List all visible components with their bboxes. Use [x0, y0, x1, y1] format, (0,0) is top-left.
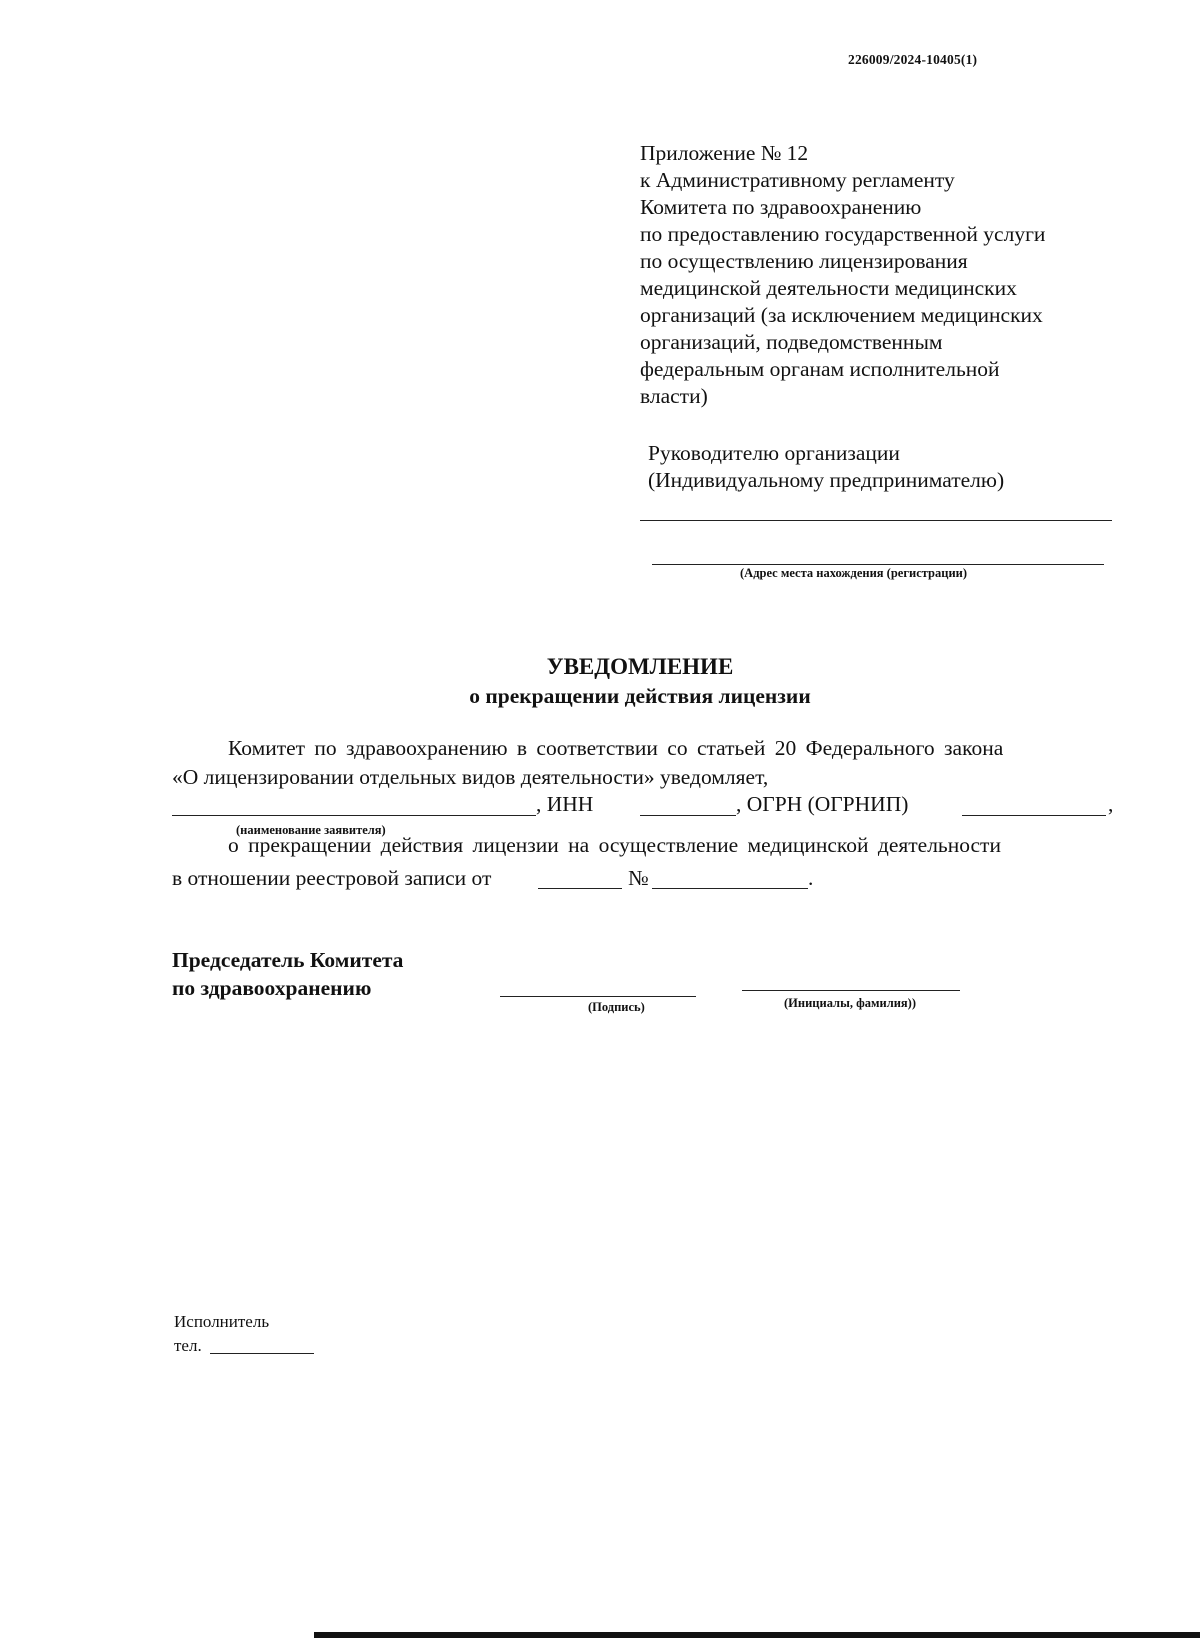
trailing-comma: ,	[1108, 792, 1114, 816]
body-line-5: в отношении реестровой записи от	[172, 866, 492, 890]
body-line-2: «О лицензировании отдельных видов деятельности» уведомляет,	[172, 765, 769, 789]
recipient-name-field	[640, 520, 1112, 521]
phone-field	[210, 1353, 314, 1354]
signatory-line-2: по здравоохранению	[172, 976, 372, 1000]
appendix-line: Комитета по здравоохранению	[640, 195, 922, 219]
registry-date-field	[538, 888, 622, 889]
appendix-line: по осуществлению лицензирования	[640, 249, 968, 273]
address-caption: (Адрес места нахождения (регистрации)	[740, 566, 968, 580]
ogrn-field	[962, 815, 1106, 816]
name-field	[742, 990, 960, 991]
appendix-line: Приложение № 12	[640, 141, 809, 165]
appendix-line: медицинской деятельности медицинских	[640, 276, 1017, 300]
applicant-name-field	[172, 815, 536, 816]
appendix-line: власти)	[640, 384, 708, 408]
name-caption: (Инициалы, фамилия))	[784, 996, 916, 1010]
appendix-line: организаций, подведомственным	[640, 330, 943, 354]
recipient-line-1: Руководителю организации	[648, 441, 900, 465]
applicant-caption: (наименование заявителя)	[236, 823, 386, 837]
ogrn-label: , ОГРН (ОГРНИП)	[736, 792, 909, 816]
phone-label: тел.	[174, 1336, 202, 1355]
signatory-position	[172, 946, 403, 1002]
appendix-line: к Административному регламенту	[640, 168, 955, 192]
appendix-line: федеральным органам исполнительной	[640, 357, 1000, 381]
inn-field	[640, 815, 736, 816]
recipient-line-2: (Индивидуальному предпринимателю)	[648, 468, 1005, 492]
appendix-line: по предоставлению государственной услуги	[640, 222, 1046, 246]
recipient-block	[648, 440, 1004, 494]
number-sign: №	[628, 866, 649, 890]
recipient-address-field	[652, 564, 1104, 565]
period: .	[808, 866, 814, 890]
scan-edge-line	[314, 1632, 1200, 1638]
document-number: 226009/2024-10405(1)	[848, 52, 978, 67]
body-line-4: о прекращении действия лицензии на осуществление медицинской деятельности	[228, 833, 1001, 857]
signatory-line-1: Председатель Комитета	[172, 948, 404, 972]
executor-label: Исполнитель	[174, 1312, 270, 1331]
registry-number-field	[652, 888, 808, 889]
signature-caption: (Подпись)	[588, 1000, 645, 1014]
signature-field	[500, 996, 696, 997]
body-line-1: Комитет по здравоохранению в соответствии со статьей 20 Федерального закона	[228, 736, 1004, 760]
appendix-line: организаций (за исключением медицинских	[640, 303, 1043, 327]
document-title: УВЕДОМЛЕНИЕ	[546, 654, 734, 679]
document-subtitle: о прекращении действия лицензии	[469, 684, 811, 708]
inn-label: , ИНН	[536, 792, 594, 816]
appendix-header	[640, 140, 1110, 410]
